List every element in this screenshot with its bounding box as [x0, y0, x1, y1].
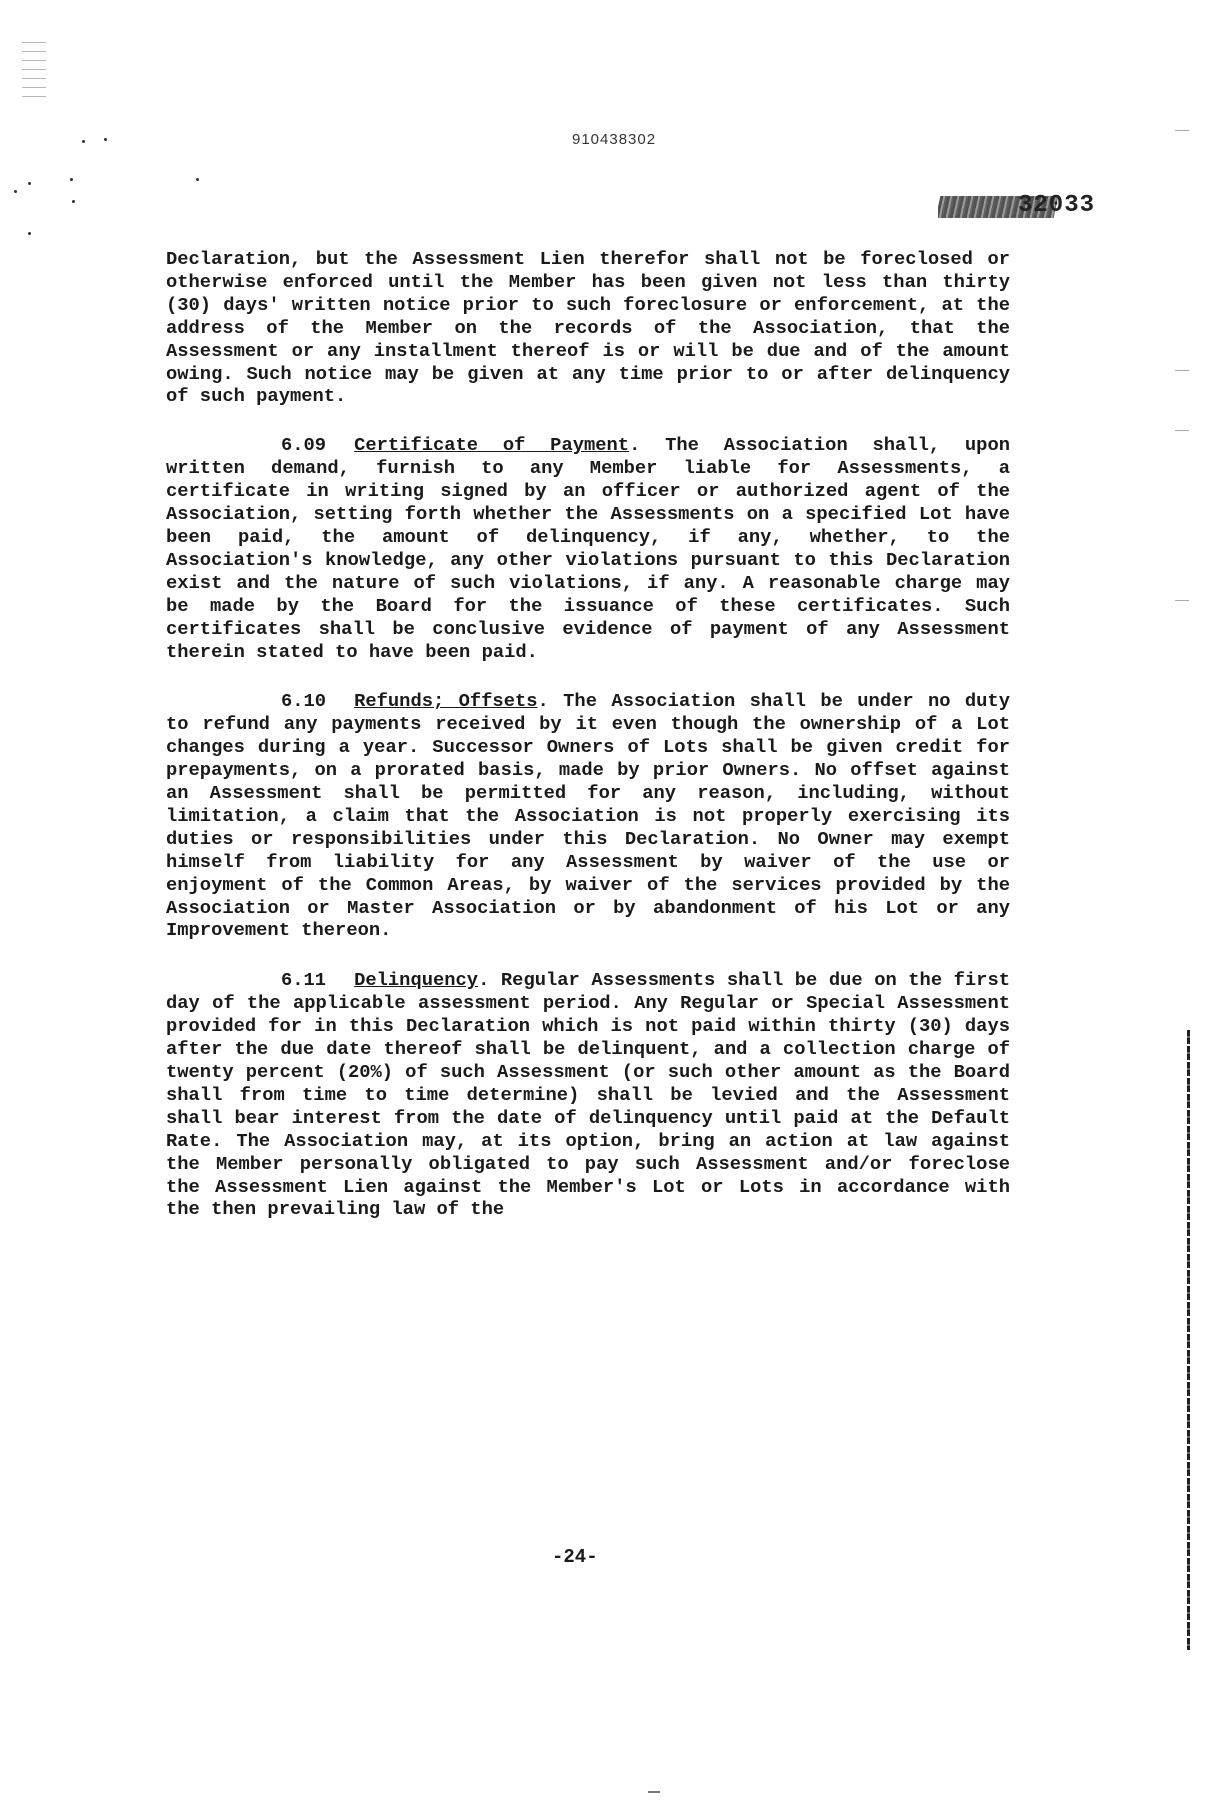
stamp-digits: 32033	[1018, 192, 1096, 219]
scan-edge-tick	[1175, 430, 1189, 431]
paragraph-continuation: Declaration, but the Assessment Lien therefor shall not be foreclosed or otherwise enforced until the Member has been given not less than thirty (30) days' written notice prior to such foreclosure or enforcement, at the address of the Member on the records of the Association, that the Assessment or any installment thereof is or will be due and of the amount owing. Such notice may be given at any time prior to or after delinquency of such payment.	[166, 248, 1010, 408]
section-6-11: 6.11 Delinquency. Regular Assessments shall be due on the first day of the applicable assessment period. Any Regular or Special Assessment provided for in this Declaration which is not paid within thirty (30) days after the due date thereof shall be delinquent, and a collection charge of twenty percent (20%) of such Assessment (or such other amount as the Board shall from time to time determine) shall be levied and the Assessment shall bear interest from the date of delinquency until paid at the Default Rate. The Association may, at its option, bring an action at law against the Member personally obligated to pay such Assessment and/or foreclose the Assessment Lien against the Member's Lot or Lots in accordance with the then prevailing law of the	[166, 969, 1010, 1221]
section-number: 6.11	[281, 969, 327, 992]
recording-stamp	[938, 190, 1120, 224]
section-number: 6.10	[281, 690, 327, 713]
section-6-10: 6.10 Refunds; Offsets. The Association shall be under no duty to refund any payments received by it even though the ownership of a Lot changes during a year. Successor Owners of Lots shall be given credit for prepayments, on a prorated basis, made by prior Owners. No offset against an Assessment shall be permitted for any reason, including, without limitation, a claim that the Association is not properly exercising its duties or responsibilities under this Declaration. No Owner may exempt himself from liability for any Assessment by waiver of the use or enjoyment of the Common Areas, by waiver of the services provided by the Association or Master Association or by abandonment of his Lot or any Improvement thereon.	[166, 690, 1010, 942]
scan-speck	[72, 200, 75, 203]
section-6-09: 6.09 Certificate of Payment. The Association shall, upon written demand, furnish to any Member liable for Assessments, a certificate in writing signed by an officer or authorized agent of the Association, setting forth whether the Assessments on a specified Lot have been paid, the amount of delinquency, if any, whether, to the Association's knowledge, any other violations pursuant to this Declaration exist and the nature of such violations, if any. A reasonable charge may be made by the Board for the issuance of these certificates. Such certificates shall be conclusive evidence of payment of any Assessment therein stated to have been paid.	[166, 434, 1010, 663]
section-text: Regular Assessments shall be due on the first day of the applicable assessment period. Any Regular or Special Assessment provided for in this Declaration which is not paid within thirty (30) days after the due date thereof shall be delinquent, and a collection charge of twenty percent (20%) of such Assessment (or such other amount as the Board shall from time to time determine) shall be levied and the Assessment shall bear interest from the date of delinquency until paid at the Default Rate. The Association may, at its option, bring an action at law against the Member personally obligated to pay such Assessment and/or foreclose the Assessment Lien against the Member's Lot or Lots in accordance with the then prevailing law of the	[166, 969, 1010, 1221]
scan-speck	[82, 140, 85, 143]
scan-margin-marks	[22, 38, 46, 98]
scan-edge-tick	[1175, 600, 1189, 601]
scan-speck	[14, 190, 17, 193]
scan-speck	[28, 182, 31, 185]
section-title: Refunds; Offsets	[354, 690, 538, 713]
scan-speck	[70, 178, 73, 181]
page-number: -24-	[552, 1546, 598, 1568]
scan-edge-rule	[1187, 1030, 1190, 1650]
section-number: 6.09	[281, 434, 327, 457]
section-title: Certificate of Payment	[354, 434, 630, 457]
section-text: The Association shall, upon written demand, furnish to any Member liable for Assessments, a certificate in writing signed by an officer or authorized agent of the Association, setting forth whether the Assessments on a specified Lot have been paid, the amount of delinquency, if any, whether, to the Association's knowledge, any other violations pursuant to this Declaration exist and the nature of such violations, if any. A reasonable charge may be made by the Board for the issuance of these certificates. Such certificates shall be conclusive evidence of payment of any Assessment therein stated to have been paid.	[166, 434, 1010, 663]
document-body	[166, 248, 1010, 1248]
scan-bottom-mark	[648, 1791, 660, 1798]
section-text: The Association shall be under no duty to refund any payments received by it even though the ownership of a Lot changes during a year. Successor Owners of Lots shall be given credit for prepayments, on a prorated basis, made by prior Owners. No offset against an Assessment shall be permitted for any reason, including, without limitation, a claim that the Association is not properly exercising its duties or responsibilities under this Declaration. No Owner may exempt himself from liability for any Assessment by waiver of the use or enjoyment of the Common Areas, by waiver of the services provided by the Association or Master Association or by abandonment of his Lot or any Improvement thereon.	[166, 690, 1010, 942]
scan-speck	[196, 178, 199, 181]
scan-speck	[104, 138, 107, 141]
section-title: Delinquency	[354, 969, 479, 992]
scan-edge-tick	[1175, 130, 1189, 131]
scan-speck	[28, 232, 31, 235]
scan-edge-tick	[1175, 370, 1189, 371]
document-number: 910438302	[572, 131, 657, 148]
